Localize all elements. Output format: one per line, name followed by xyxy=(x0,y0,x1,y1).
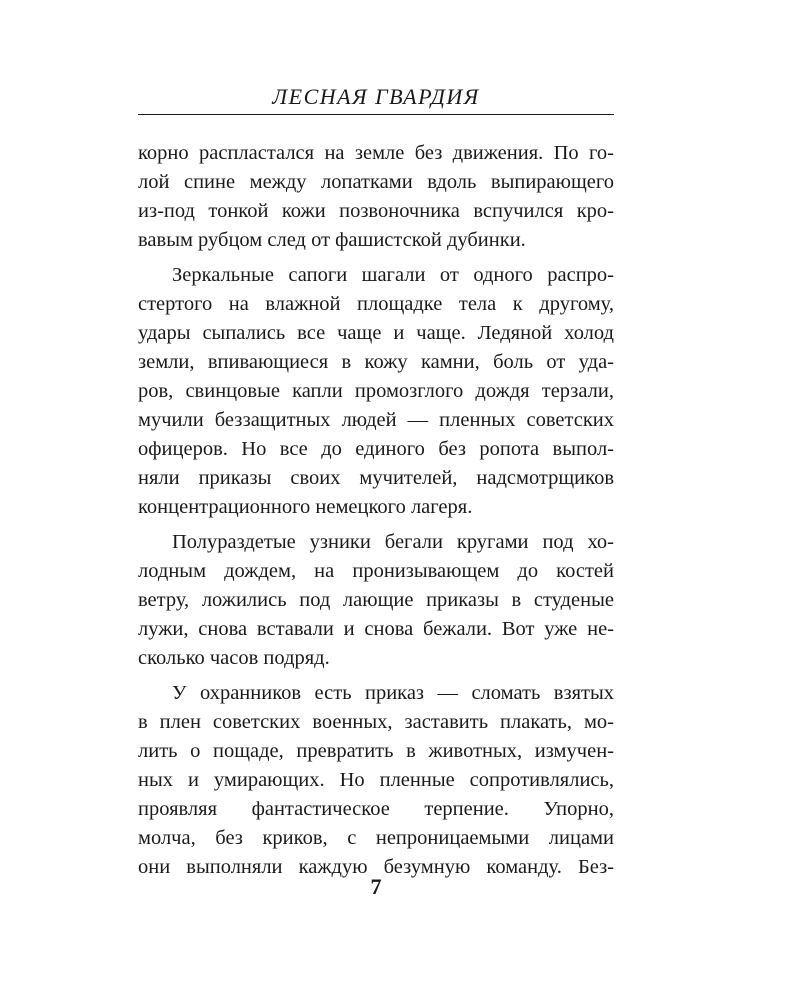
page-number: 7 xyxy=(370,874,382,899)
text-line: офицеров. Но все до единого без ропота выпол- xyxy=(138,438,614,460)
text-line: лой спине между лопатками вдоль выпирающего xyxy=(138,171,614,193)
text-line: сколько часов подряд. xyxy=(138,647,330,669)
text-line: лужи, снова вставали и снова бежали. Вот уже не- xyxy=(138,618,614,640)
text-line: лодным дождем, на пронизывающем до костей xyxy=(138,560,614,582)
text-line: мучили беззащитных людей — пленных советских xyxy=(138,409,614,431)
text-line: няли приказы своих мучителей, надсмотрщиков xyxy=(138,467,614,489)
text-line: Полураздетые узники бегали кругами под хо- xyxy=(172,531,614,553)
text-line: стертого на влажной площадке тела к другому, xyxy=(138,293,614,315)
text-line: из-под тонкой кожи позвоночника вспучился кро- xyxy=(138,200,614,222)
text-line: ров, свинцовые капли промозглого дождя терзали, xyxy=(138,380,614,402)
text-line: они выполняли каждую безумную команду. Без- xyxy=(138,856,614,878)
text-line: проявляя фантастическое терпение. Упорно, xyxy=(138,798,614,820)
text-line: концентрационного немецкого лагеря. xyxy=(138,496,473,518)
paragraph xyxy=(138,139,614,255)
text-line: удары сыпались все чаще и чаще. Ледяной холод xyxy=(138,322,614,344)
paragraph xyxy=(138,528,614,673)
text-line: ветру, ложились под лающие приказы в студеные xyxy=(138,589,614,611)
paragraph xyxy=(138,261,614,522)
running-title: ЛЕСНАЯ ГВАРДИЯ xyxy=(272,84,480,109)
text-line: земли, впивающиеся в кожу камни, боль от уда- xyxy=(138,351,614,373)
text-line: Зеркальные сапоги шагали от одного распро- xyxy=(172,264,614,286)
text-line: вавым рубцом след от фашистской дубинки. xyxy=(138,229,526,251)
header-rule xyxy=(138,114,614,115)
text-line: корно распластался на земле без движения. По го- xyxy=(138,142,614,164)
text-line: ных и умирающих. Но пленные сопротивлялись, xyxy=(138,769,614,791)
paragraph xyxy=(138,679,614,882)
text-line: У охранников есть приказ — сломать взятых xyxy=(172,682,614,704)
body-text xyxy=(138,139,614,882)
text-line: лить о пощаде, превратить в животных, измучен- xyxy=(138,740,614,762)
text-line: в плен советских военных, заставить плакать, мо- xyxy=(138,711,614,733)
text-line: молча, без криков, с непроницаемыми лицами xyxy=(138,827,614,849)
